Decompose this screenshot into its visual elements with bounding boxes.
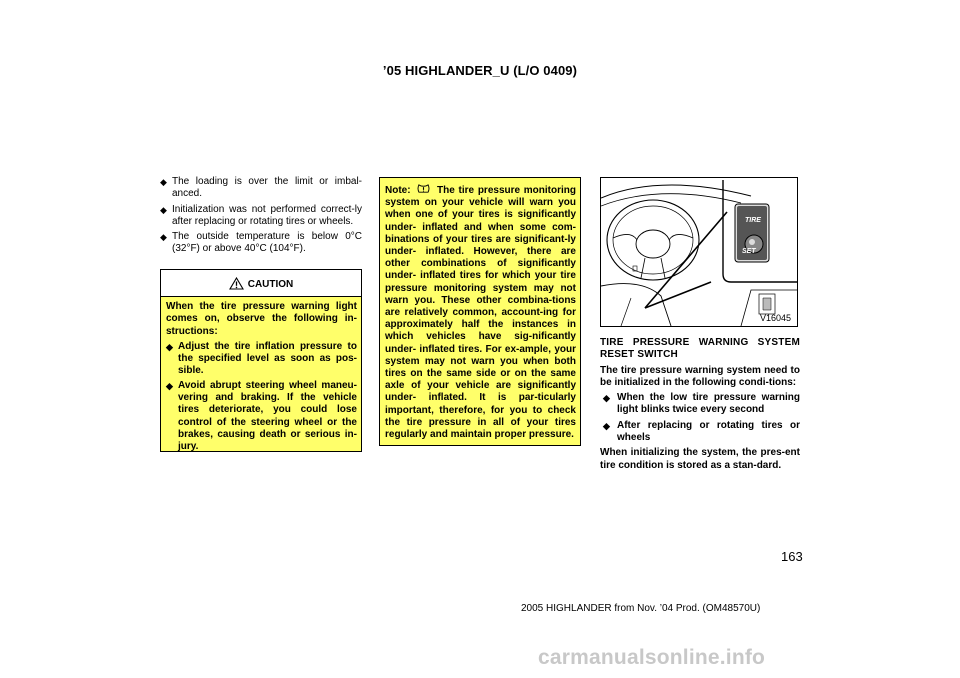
section-closing: When initializing the system, the pres-ent tire condition is stored as a stan-dard.	[600, 447, 800, 471]
warning-triangle-icon	[229, 277, 244, 290]
list-item: ◆ Avoid abrupt steering wheel maneu-vering and braking. If the vehicle tires deteriorate, you could lose control of the steering wheel or the brakes, causing death or serious in-jury.	[166, 379, 357, 453]
diamond-bullet-icon: ◆	[166, 341, 173, 352]
figure-id: V16045	[759, 313, 791, 323]
list-item: ◆ Adjust the tire inflation pressure to the specified level as soon as pos-sible.	[166, 340, 357, 377]
diamond-bullet-icon: ◆	[160, 204, 167, 215]
caution-intro: When the tire pressure warning light comes on, observe the following in-structions:	[166, 301, 357, 337]
diamond-bullet-icon: ◆	[166, 380, 173, 391]
diamond-bullet-icon: ◆	[603, 420, 610, 431]
reset-switch-section	[600, 337, 800, 475]
diamond-bullet-icon: ◆	[160, 177, 167, 187]
reset-switch-illustration	[600, 177, 798, 327]
document-footer: 2005 HIGHLANDER from Nov. ’04 Prod. (OM48570U)	[521, 603, 761, 614]
tire-warning-icon	[416, 183, 431, 194]
caution-heading: CAUTION	[161, 270, 361, 292]
condition-list	[160, 176, 362, 259]
caution-box	[160, 269, 362, 452]
page-number: 163	[781, 549, 803, 564]
figure-caption: TIRE PRESSURE WARNING SYSTEM RESET SWITCH	[600, 337, 800, 361]
list-item: ◆ Initialization was not performed correct-ly after replacing or rotating tires or wheels.	[160, 203, 362, 227]
switch-label-top: TIRE	[745, 217, 761, 224]
note-text: The tire pressure monitoring system on your vehicle will warn you when one of your tires is significantly under- inflated and when some com-binations of your tires are significant-ly under- inflated. However, there are other combinations of significantly under- inflated tires for which your tire pressure monitoring system may not warn you. These other combina-tions are relatively common, account-ing for approximately half the instances in which vehicles have sig-nificantly under- inflated tires. For ex-ample, your system may not warn you when both tires on the same side or on the same axle of your vehicle are significantly under- inflated. It is par-ticularly important, therefore, for you to check the tire pressure in all of your tires regularly and maintain proper pressure.	[385, 185, 577, 441]
switch-label-bottom: SET	[742, 248, 756, 255]
note-label: Note:	[385, 185, 411, 196]
document-header: ’05 HIGHLANDER_U (L/O 0409)	[382, 63, 578, 78]
watermark: carmanualsonline.info	[538, 646, 766, 669]
dashboard-drawing	[601, 178, 797, 326]
note-box	[379, 177, 581, 446]
list-item: ◆ The outside temperature is below 0°C (32°F) or above 40°C (104°F).	[160, 231, 362, 255]
caution-body	[161, 296, 361, 451]
list-item: ◆ After replacing or rotating tires or wheels	[603, 419, 800, 444]
diamond-bullet-icon: ◆	[160, 232, 167, 243]
list-item: ◆ The loading is over the limit or imbal-anced.	[160, 176, 362, 200]
diamond-bullet-icon: ◆	[603, 393, 610, 404]
section-intro: The tire pressure warning system need to be initialized in the following condi-tions:	[600, 364, 800, 388]
list-item: ◆ When the low tire pressure warning light blinks twice every second	[603, 392, 800, 416]
